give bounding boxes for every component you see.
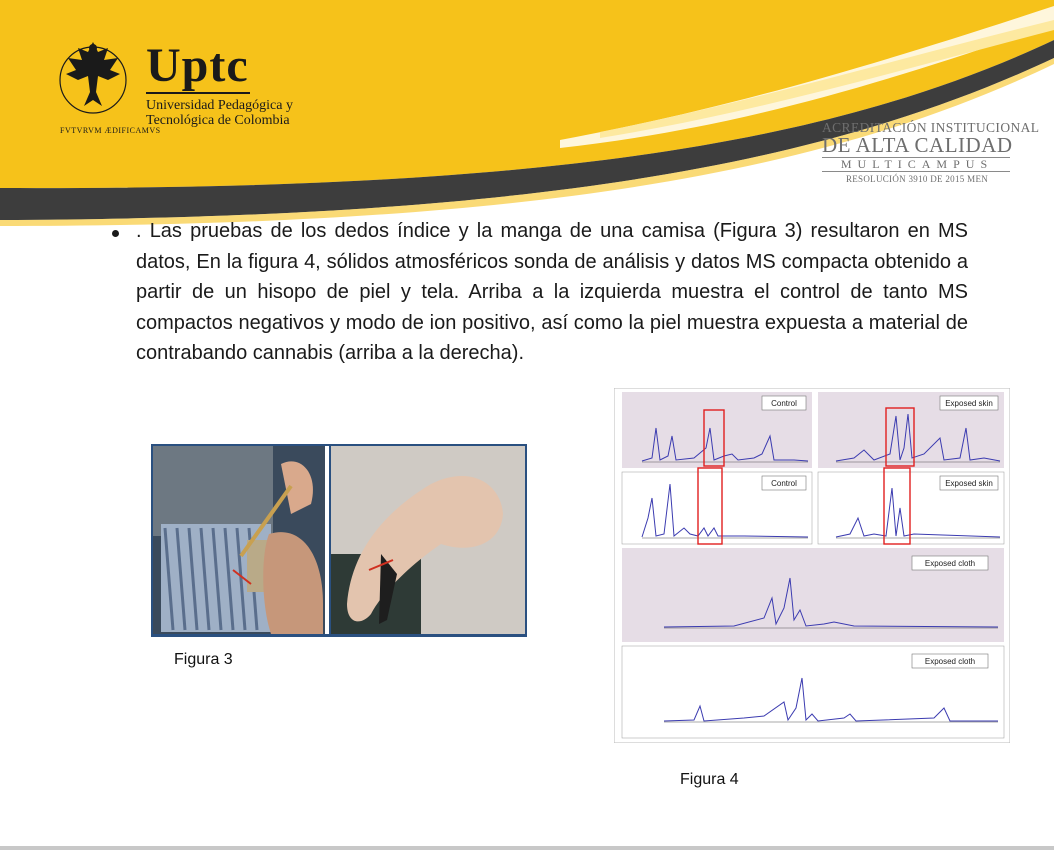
accreditation-line1: ACREDITACIÓN INSTITUCIONAL bbox=[822, 120, 1040, 135]
university-name-line1: Universidad Pedagógica y bbox=[146, 98, 293, 113]
accreditation-line3: MULTICAMPUS bbox=[840, 157, 994, 171]
accreditation-line2: DE ALTA CALIDAD bbox=[822, 133, 1013, 157]
brand-divider bbox=[146, 92, 250, 94]
panel-label: Exposed skin bbox=[945, 399, 993, 408]
accreditation-rule-bottom bbox=[822, 171, 1010, 172]
panel-label: Control bbox=[771, 399, 797, 408]
spectrum-exposed-skin-1 bbox=[818, 392, 1004, 468]
figure4-caption: Figura 4 bbox=[680, 771, 739, 788]
brand-name: Uptc bbox=[146, 39, 249, 92]
panel-label: Exposed skin bbox=[945, 479, 993, 488]
bottom-rule bbox=[0, 846, 1054, 850]
motto: FVTVRVM ÆDIFICAMVS bbox=[60, 126, 161, 135]
uptc-eagle-logo bbox=[58, 30, 128, 130]
figure3-photos bbox=[151, 444, 527, 637]
bullet-icon bbox=[112, 230, 119, 237]
panel-label: Exposed cloth bbox=[924, 657, 976, 666]
bullet-paragraph: . Las pruebas de los dedos índice y la manga de una camisa (Figura 3) resultaron en MS datos, En la figura 4, sólidos atmosféricos sonda de análisis y datos MS compacta obtenido a partir de un hisopo de piel y tela. Arriba a la izquierda muestra el control de tanto MS compactos negativos y modo de ion positivo, así como la piel muestra expuesta a material de contrabando cannabis (arriba a la derecha). bbox=[136, 220, 968, 364]
university-name-line2: Tecnológica de Colombia bbox=[146, 113, 290, 128]
spectrum-exposed-cloth-2 bbox=[622, 646, 1004, 738]
panel-label: Control bbox=[771, 479, 797, 488]
figure4-spectra bbox=[614, 388, 1010, 743]
accreditation-line4: RESOLUCIÓN 3910 DE 2015 MEN bbox=[845, 174, 989, 184]
figure3-caption: Figura 3 bbox=[174, 651, 233, 668]
spectrum-control-1 bbox=[622, 392, 812, 468]
panel-label: Exposed cloth bbox=[924, 559, 976, 568]
spectrum-exposed-cloth-1 bbox=[622, 548, 1004, 642]
spectrum-control-2 bbox=[622, 468, 812, 544]
spectrum-exposed-skin-2 bbox=[818, 468, 1004, 544]
